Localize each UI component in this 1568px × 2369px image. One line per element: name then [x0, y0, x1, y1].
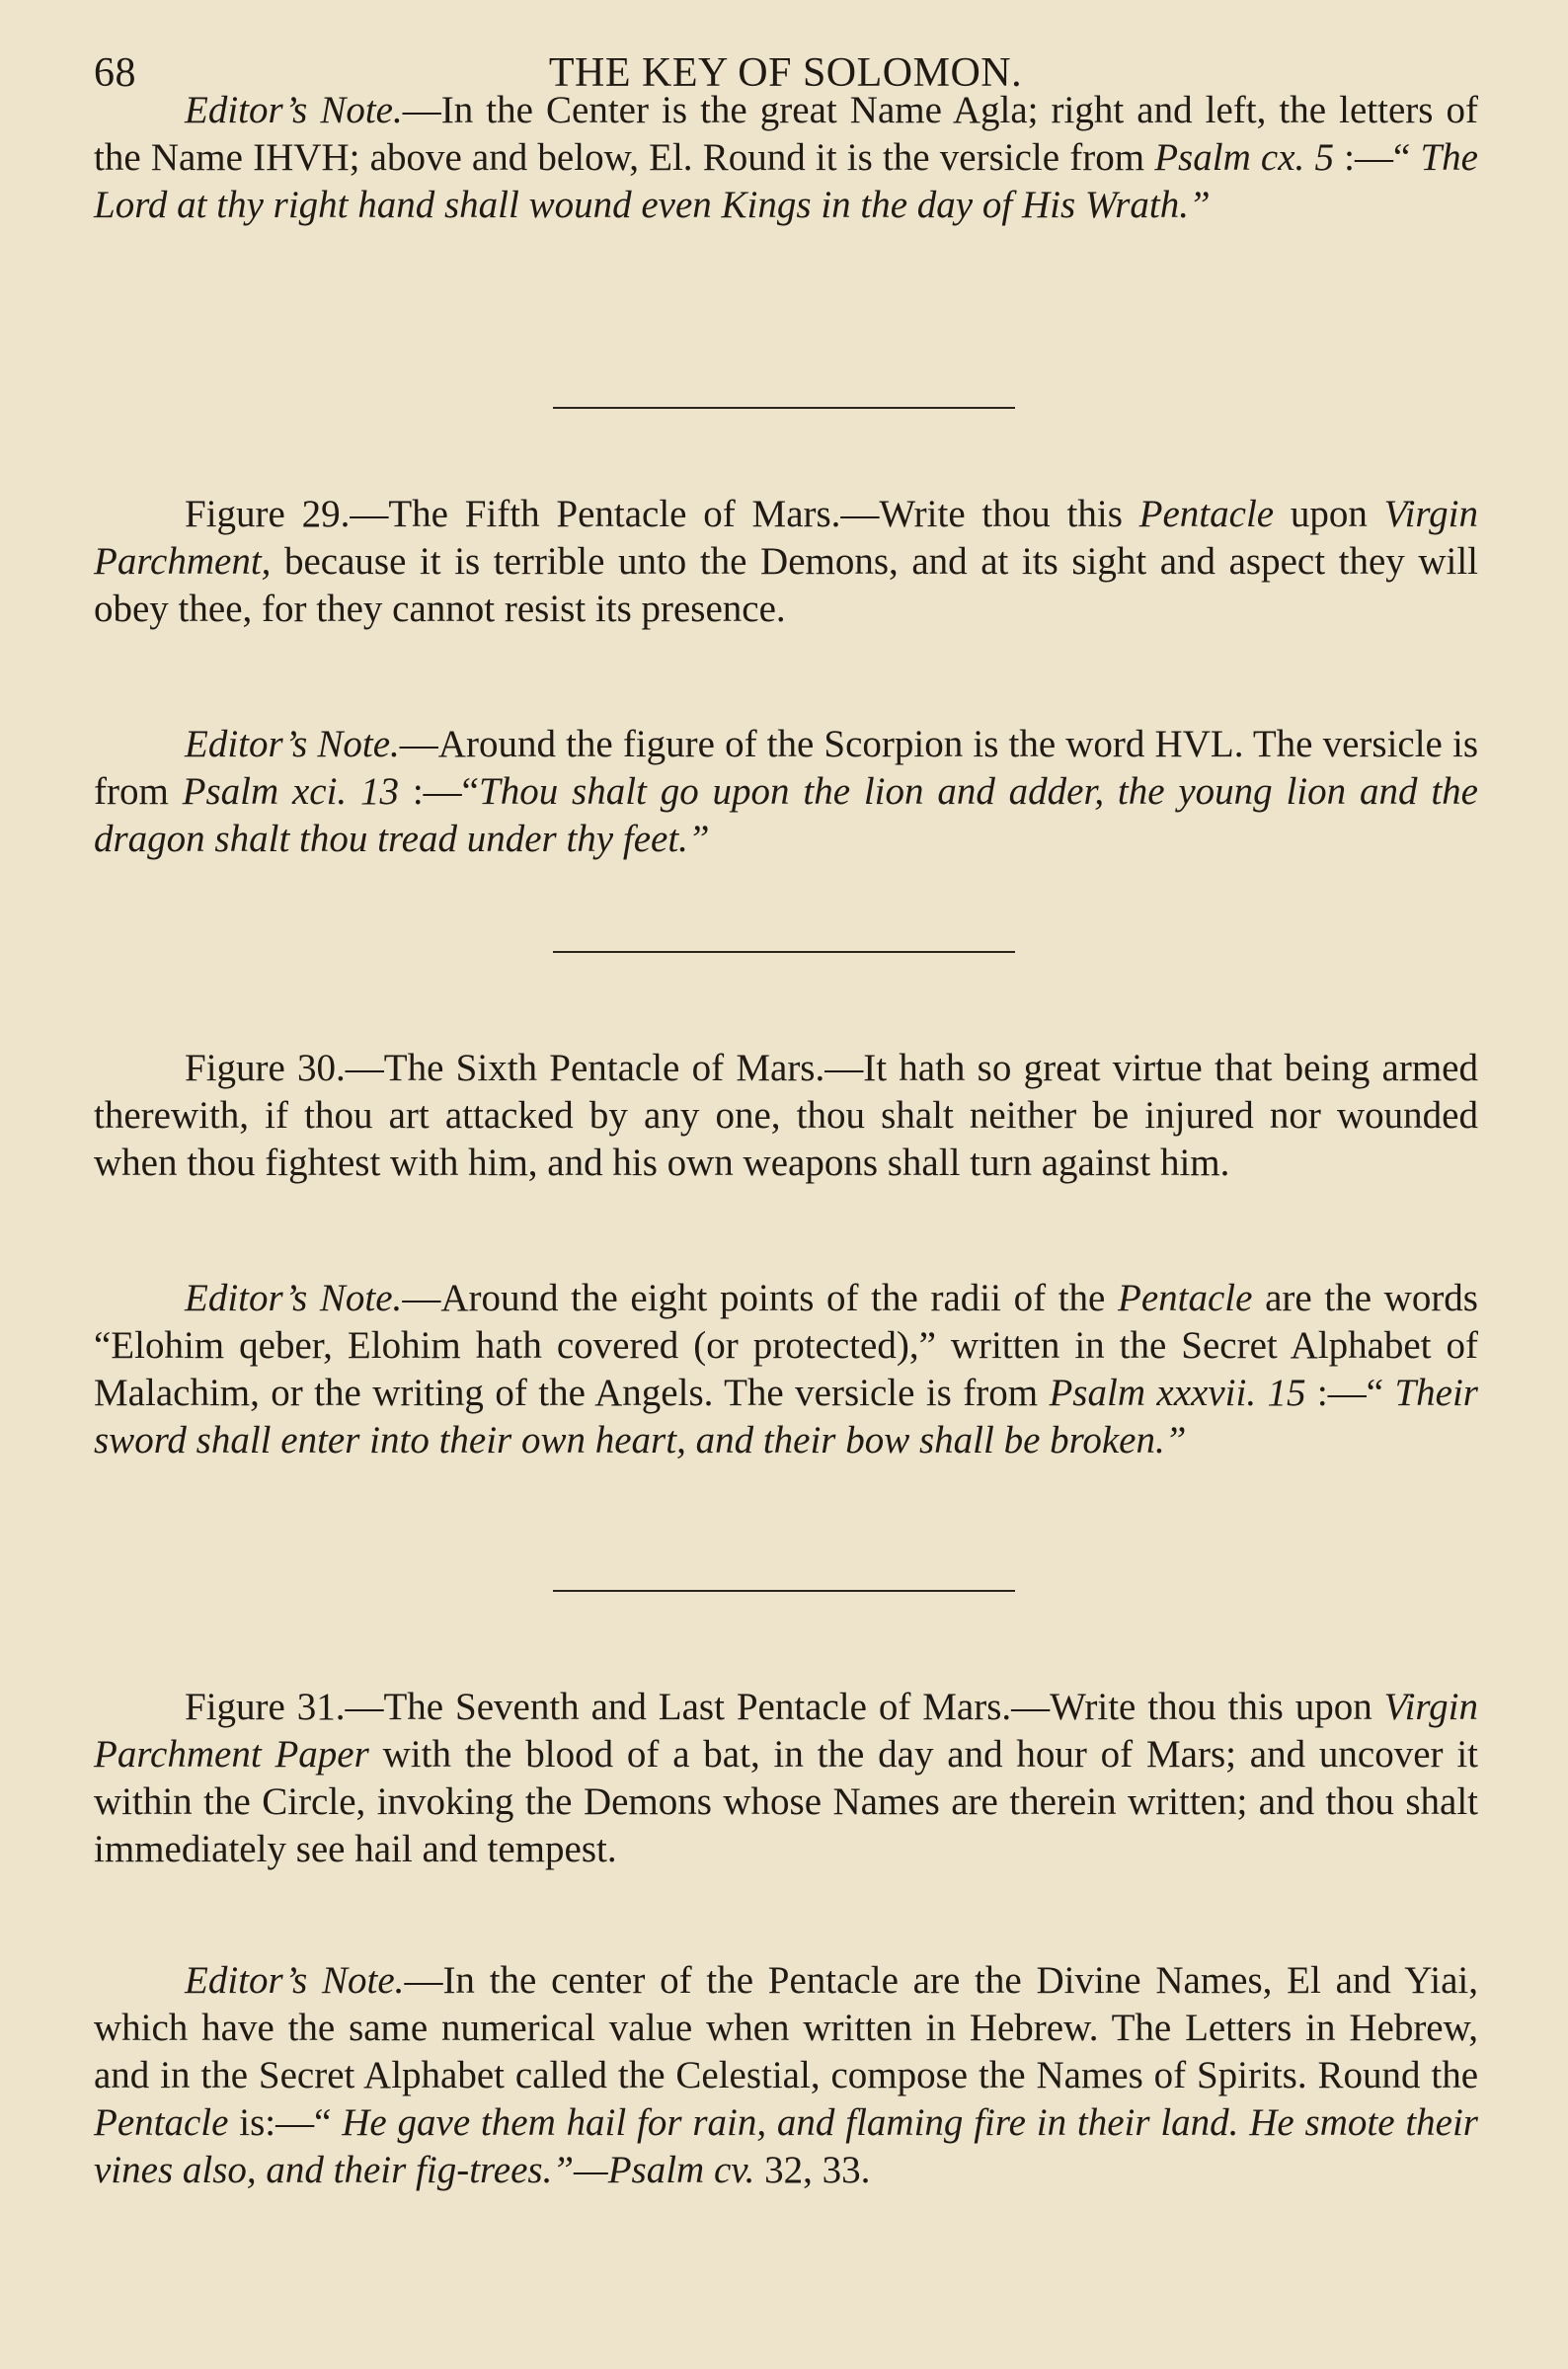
figure-italic: Virgin Parchment,: [94, 493, 1479, 583]
figure-text: Figure 30.—The Sixth Pentacle of Mars.—It hath so great virtue that being armed therewith, if thou art attacked by any one, thou shalt neither be injured nor wounded when thou fightest with him, and his own weapons shall turn against him.: [94, 1047, 1478, 1184]
editors-note-fig28: [94, 87, 1478, 229]
note-lead: Editor’s Note.: [185, 89, 403, 131]
figure-italic: Virgin Parchment Paper: [94, 1686, 1478, 1776]
note-text: is:—“: [228, 2101, 343, 2144]
editors-note-fig31: [94, 1957, 1478, 2194]
figure-italic: Pentacle: [1138, 493, 1275, 535]
psalm-reference: Psalm xxxvii. 15: [1049, 1372, 1306, 1414]
note-text: :—“: [1305, 1372, 1395, 1414]
note-text: —Around the eight points of the radii of the: [402, 1277, 1119, 1319]
figure-31-paragraph: [94, 1684, 1478, 1873]
versicle-quote: He gave them hail for rain, and flaming fire in their land. He smote their vines also, and their fig-trees.”—Psalm cv.: [94, 2101, 1478, 2191]
figure-29-paragraph: [94, 491, 1478, 633]
section-divider: [553, 951, 1015, 953]
editors-note-fig30: [94, 1275, 1478, 1464]
figure-text: with the blood of a bat, in the day and hour of Mars; and uncover it within the Circle, invoking the Demons whose Names are therein written; and thou shalt immediately see hail and tempest.: [94, 1733, 1479, 1870]
editors-note-fig29: [94, 721, 1478, 863]
note-text: :—“: [1333, 136, 1421, 179]
running-title: THE KEY OF SOLOMON.: [548, 50, 1023, 96]
versicle-quote: Their sword shall enter into their own heart, and their bow shall be broken.”: [94, 1372, 1478, 1461]
versicle-quote: Thou shalt go upon the lion and adder, the young lion and the dragon shalt thou tread under thy feet.”: [94, 770, 1478, 860]
note-text: :—“: [399, 770, 479, 813]
versicle-quote: The Lord at thy right hand shall wound even Kings in the day of His Wrath.”: [94, 136, 1478, 226]
page-number: 68: [94, 50, 136, 96]
note-text: —Around the figure of the Scorpion is the word HVL. The versicle is from: [94, 723, 1479, 813]
section-divider: [553, 407, 1015, 409]
note-lead: Editor’s Note.: [185, 1959, 405, 2002]
figure-30-paragraph: [94, 1045, 1478, 1187]
note-lead: Editor’s Note.: [185, 723, 400, 765]
psalm-reference: Psalm cx. 5: [1154, 136, 1334, 179]
psalm-reference: Psalm xci. 13: [182, 770, 400, 813]
figure-text: because it is terrible unto the Demons, and at its sight and aspect they will obey thee, for they cannot resist its presence.: [94, 540, 1478, 630]
note-text: —In the Center is the great Name Agla; right and left, the letters of the Name IHVH; above and below, El. Round it is the versicle from: [94, 89, 1478, 179]
section-divider: [553, 1590, 1015, 1592]
figure-text: Figure 31.—The Seventh and Last Pentacle of Mars.—Write thou this upon: [185, 1686, 1384, 1728]
note-text: 32, 33.: [754, 2149, 871, 2191]
figure-text: upon: [1274, 493, 1384, 535]
note-text: are the words “Elohim qeber, Elohim hath covered (or protected),” written in the Secret Alphabet of Malachim, or the writing of the Angels. The versicle is from: [94, 1277, 1478, 1414]
figure-text: Figure 29.—The Fifth Pentacle of Mars.—Write thou this: [185, 493, 1139, 535]
note-italic: Pentacle: [1118, 1277, 1253, 1319]
note-lead: Editor’s Note.: [185, 1277, 403, 1319]
note-italic: Pentacle: [94, 2101, 229, 2144]
note-text: —In the center of the Pentacle are the Divine Names, El and Yiai, which have the same numerical value when written in Hebrew. The Letters in Hebrew, and in the Secret Alphabet called the Celestial, compose the Names of Spirits. Round the: [94, 1959, 1478, 2096]
